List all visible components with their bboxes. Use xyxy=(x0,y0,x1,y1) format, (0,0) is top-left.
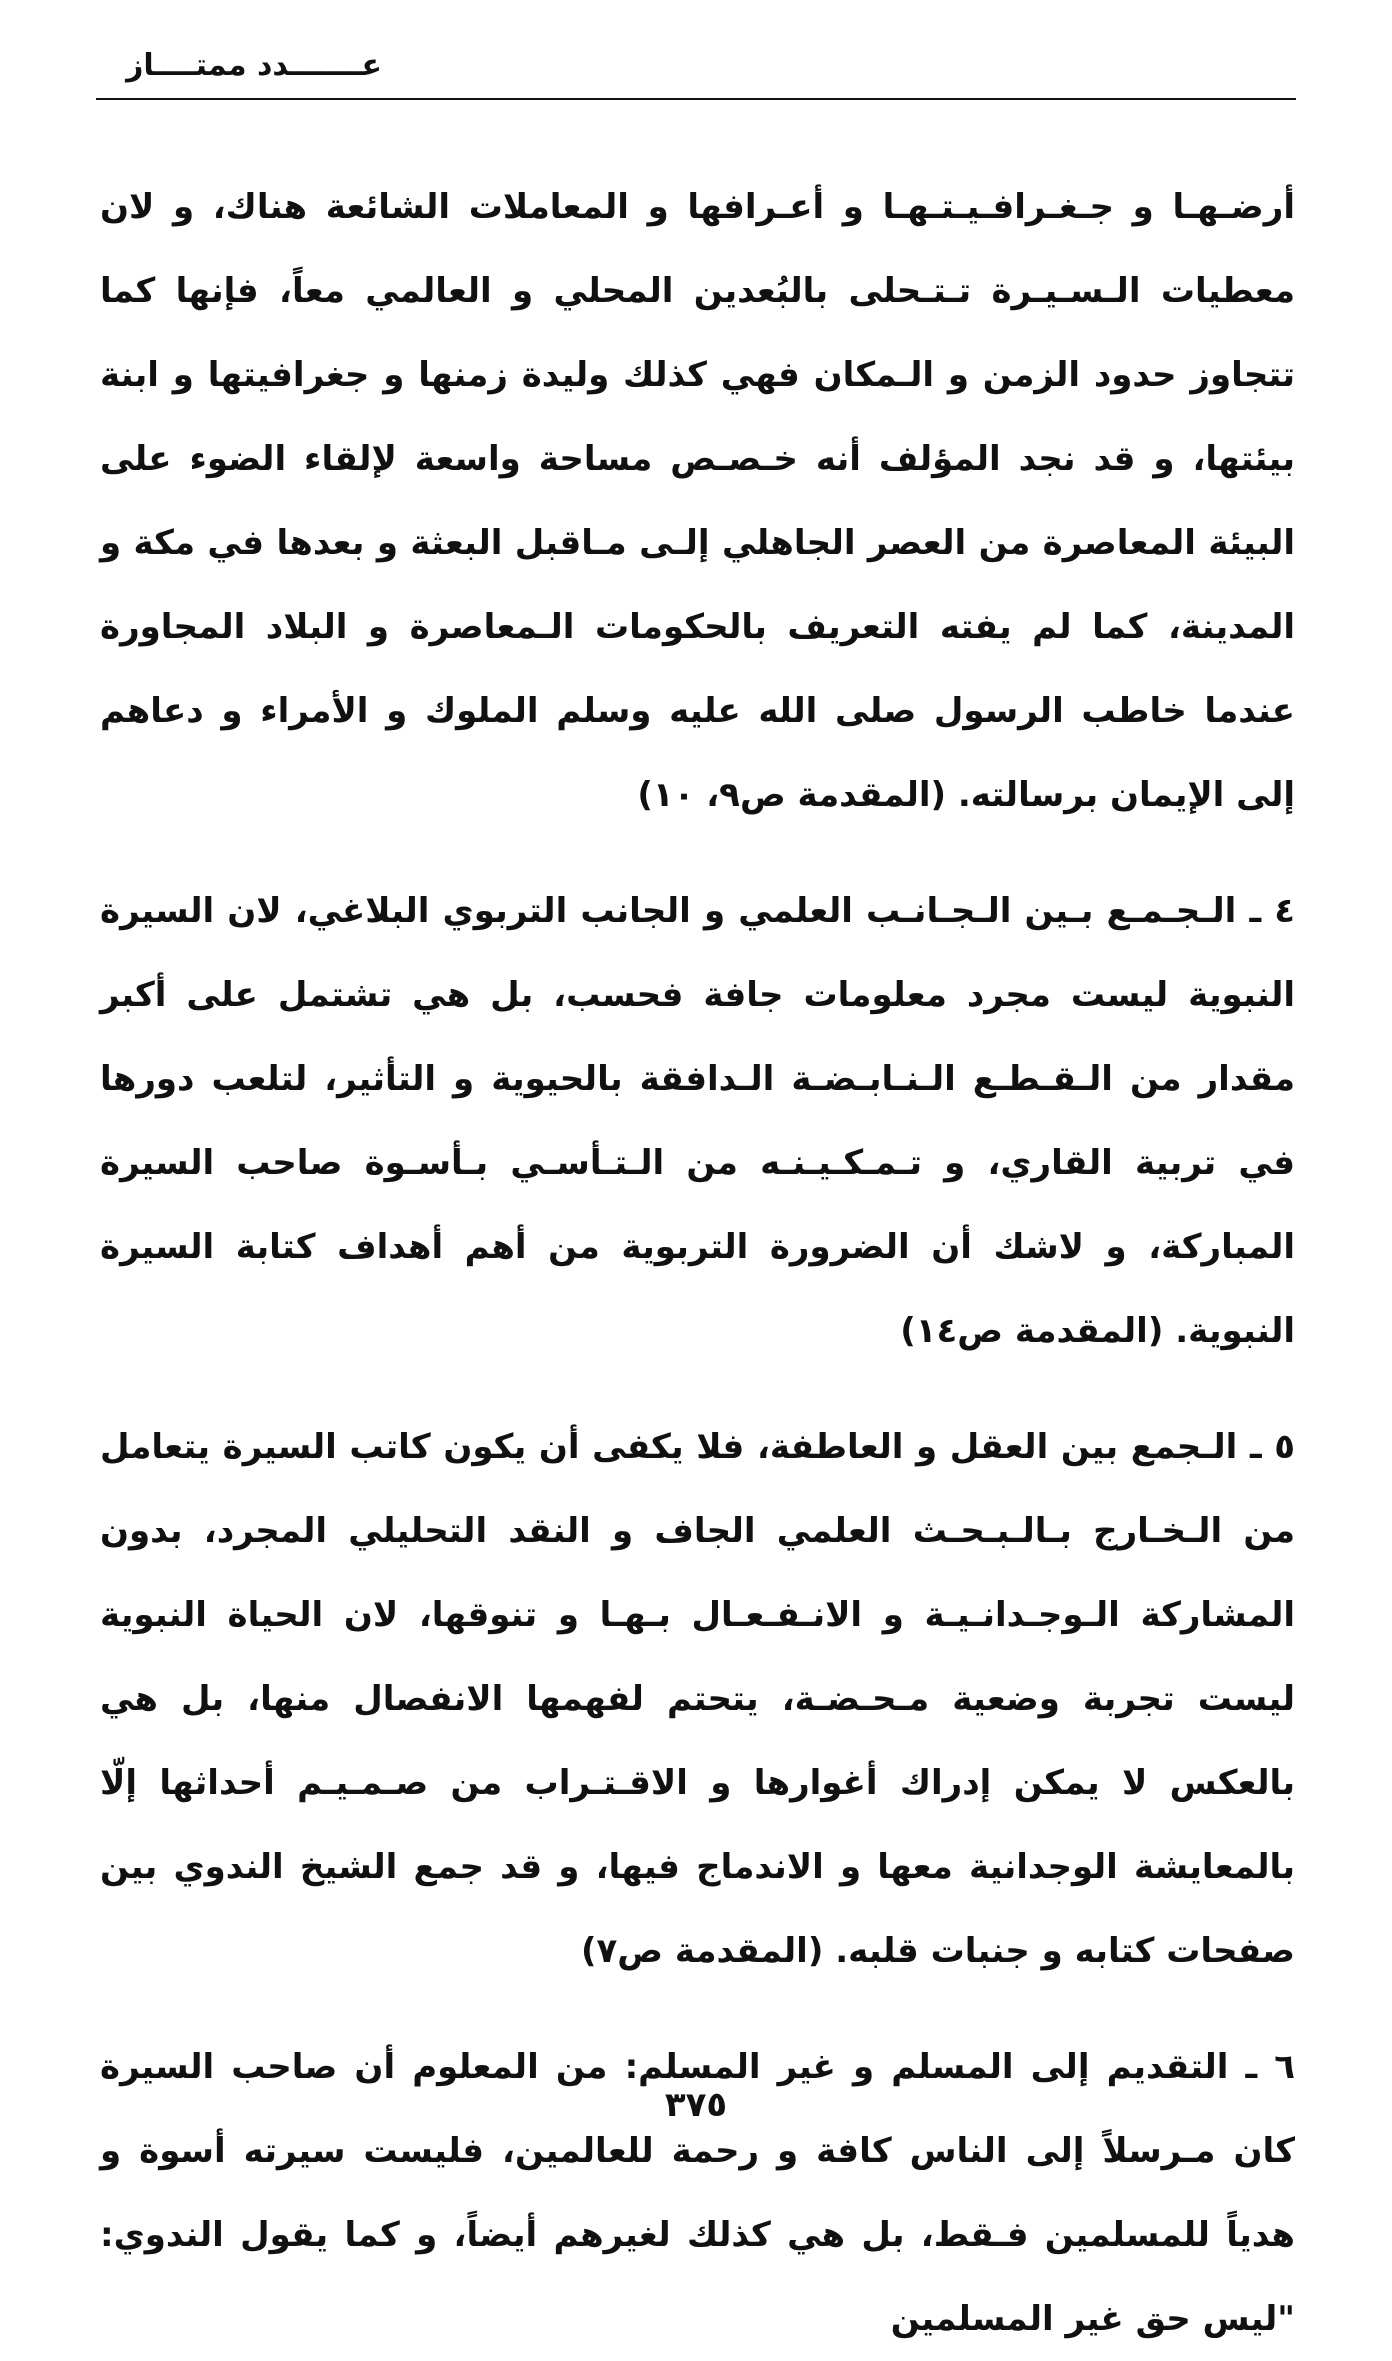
paragraph-point-5: ٥ ـ الـجمع بين العقل و العاطفة، فلا يكفى أن يكون كاتب السيرة يتعامل من الـخـارج بـالـبـحـث العلمي الجاف و النقد التحليلي المجرد، بدون المشاركة الـوجـدانـيـة و الانـفـعـال بـهـا و تنوقها، لان الحياة النبوية ليست تجربة وضعية مـحـضـة، يتحتم لفهمها الانفصال منها، بل هي بالعكس لا يمكن إدراك أغوارها و الاقـتـراب من صـمـيـم أحداثها إلّا بالمعايشة الوجدانية معها و الاندماج فيها، و قد جمع الشيخ الندوي بين صفحات كتابه و جنبات قلبه. (المقدمة ص٧) xyxy=(100,1427,1295,1971)
header-divider xyxy=(96,98,1296,100)
paragraph-continuation: أرضـهـا و جـغـرافـيـتـهـا و أعـرافها و المعاملات الشائعة هناك، و لان معطيات الـسـيـرة تـتـحلى بالبُعدين المحلي و العالمي معاً، فإنها كما تتجاوز حدود الزمن و الـمكان فهي كذلك وليدة زمنها و جغرافيتها و ابنة بيئتها، و قد نجد المؤلف أنه خـصـص مساحة واسعة لإلقاء الضوء على البيئة المعاصرة من العصر الجاهلي إلـى مـاقبل البعثة و بعدها في مكة و المدينة، كما لم يفته التعريف بالحكومات الـمعاصرة و البلاد المجاورة عندما خاطب الرسول صلى الله عليه وسلم الملوك و الأمراء و دعاهم إلى الإيمان برسالته. (المقدمة ص٩، ١٠) xyxy=(100,187,1295,815)
page-number: ٣٧٥ xyxy=(664,2085,728,2125)
paragraph-point-4: ٤ ـ الـجـمـع بـين الـجـانـب العلمي و الجانب التربوي البلاغي، لان السيرة النبوية ليست مجرد معلومات جافة فحسب، بل هي تشتمل على أكبر مقدار من الـقـطـع الـنـابـضـة الـدافقة بالحيوية و التأثير، لتلعب دورها في تربية القاري، و تـمـكـيـنـه من الـتـأسـي بـأسـوة صاحب السيرة المباركة، و لاشك أن الضرورة التربوية من أهم أهداف كتابة السيرة النبوية. (المقدمة ص١٤) xyxy=(100,891,1295,1351)
paragraph-point-6: ٦ ـ التقديم إلى المسلم و غير المسلم: من المعلوم أن صاحب السيرة كان مـرسلاً إلى الناس كافة و رحمة للعالمين، فليست سيرته أسوة و هدياً للمسلمين فـقط، بل هي كذلك لغيرهم أيضاً، و كما يقول الندوي: "ليس حق غير المسلمين xyxy=(100,2047,1295,2339)
running-header: عـــــــدد ممتــــاز xyxy=(126,48,382,83)
body-text xyxy=(100,165,1295,2361)
